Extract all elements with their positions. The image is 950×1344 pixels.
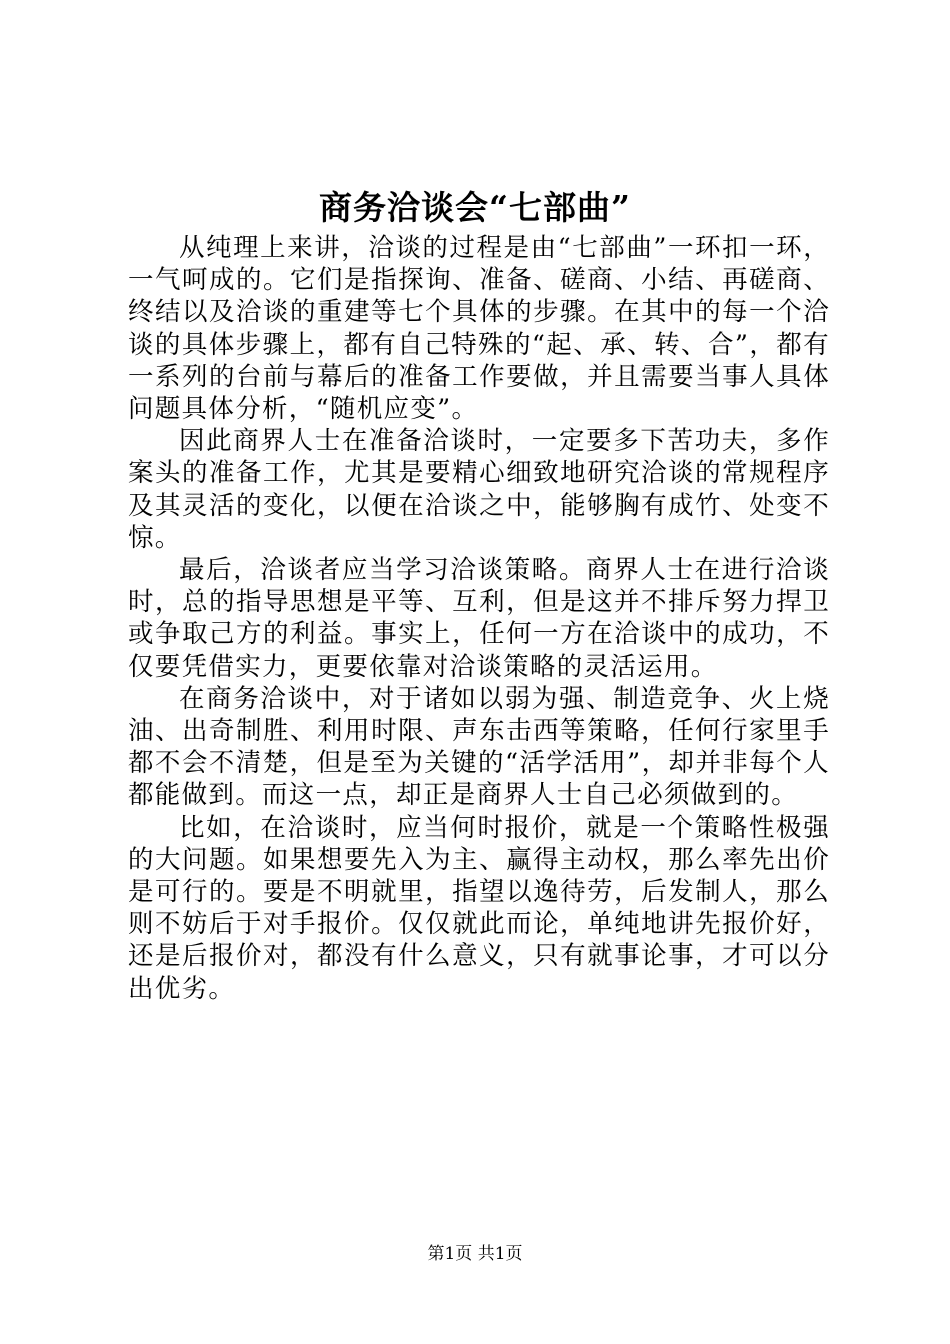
document-body	[128, 232, 830, 1005]
document-title: 商务洽谈会“七部曲”	[319, 188, 631, 227]
paragraph: 从纯理上来讲，洽谈的过程是由“七部曲”一环扣一环，一气呵成的。它们是指探询、准备、磋商、小结、再磋商、终结以及洽谈的重建等七个具体的步骤。在其中的每一个洽谈的具体步骤上，都有自己特殊的“起、承、转、合”，都有一系列的台前与幕后的准备工作要做，并且需要当事人具体问题具体分析，“随机应变”。	[128, 233, 830, 425]
paragraph: 最后，洽谈者应当学习洽谈策略。商界人士在进行洽谈时，总的指导思想是平等、互利，但是这并不排斥努力捍卫或争取己方的利益。事实上，任何一方在洽谈中的成功，不仅要凭借实力，更要依靠对洽谈策略的灵活运用。	[128, 555, 830, 682]
page-footer: 第1页 共1页	[427, 1244, 523, 1264]
paragraph: 在商务洽谈中，对于诸如以弱为强、制造竞争、火上烧油、出奇制胜、利用时限、声东击西等策略，任何行家里手都不会不清楚，但是至为关键的“活学活用”，却并非每个人都能做到。而这一点，却正是商界人士自己必须做到的。	[128, 683, 830, 811]
paragraph: 比如，在洽谈时，应当何时报价，就是一个策略性极强的大问题。如果想要先入为主、赢得主动权，那么率先出价是可行的。要是不明就里，指望以逸待劳，后发制人，那么则不妨后于对手报价。仅仅就此而论，单纯地讲先报价好，还是后报价对，都没有什么意义，只有就事论事，才可以分出优劣。	[128, 812, 830, 1004]
paragraph: 因此商界人士在准备洽谈时，一定要多下苦功夫，多作案头的准备工作，尤其是要精心细致地研究洽谈的常规程序及其灵活的变化，以便在洽谈之中，能够胸有成竹、处变不惊。	[128, 426, 830, 553]
